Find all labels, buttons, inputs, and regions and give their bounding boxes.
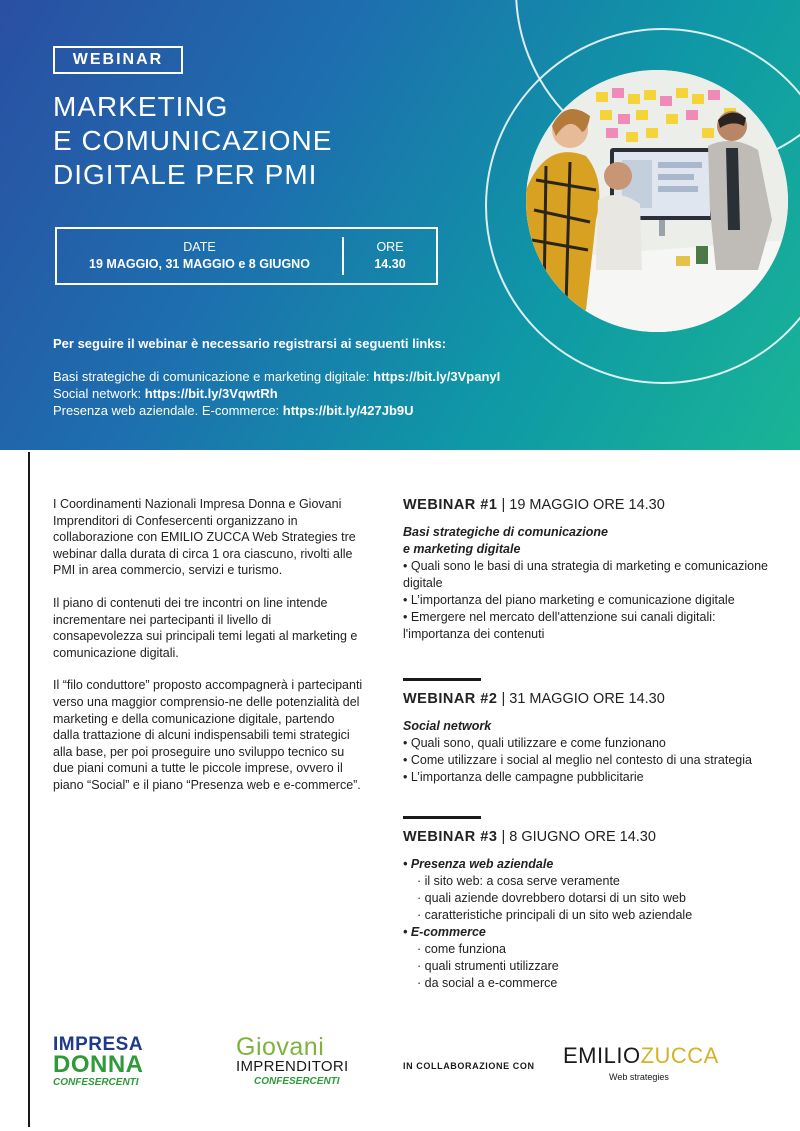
link-url[interactable]: https://bit.ly/3VqwtRh: [144, 386, 278, 401]
webinar-heading: [403, 691, 783, 708]
webinar-when: | 8 GIUGNO ORE 14.30: [497, 829, 656, 845]
webinar-heading: [403, 829, 783, 846]
logo-wordmark: [563, 1043, 723, 1069]
logo-subtitle: Web strategies: [609, 1072, 669, 1082]
webinar-when: | 31 MAGGIO ORE 14.30: [497, 691, 665, 707]
list-item: • Quali sono le basi di una strategia di marketing e comunicazione digitale: [403, 559, 768, 590]
time-value: 14.30: [374, 257, 406, 271]
list-item: • L’importanza del piano marketing e comunicazione digitale: [403, 593, 735, 607]
hero-banner: [0, 0, 800, 450]
link-label: Presenza web aziendale. E-commerce:: [53, 403, 283, 418]
link-row: [53, 385, 500, 402]
list-item: • Quali sono, quali utilizzare e come funzionano: [403, 736, 666, 750]
list-item: • Emergere nel mercato dell'attenzione sui canali digitali: l'importanza dei contenuti: [403, 610, 716, 641]
webinar-heading: [403, 497, 783, 514]
list-item: • Come utilizzare i social al meglio nel contesto di una strategia: [403, 753, 752, 767]
webinar-1-section: [403, 497, 783, 643]
webinar-subtitle: Social network: [403, 719, 492, 733]
dates-label: DATE: [183, 240, 216, 254]
list-item: · caratteristiche principali di un sito web aziendale: [417, 908, 693, 922]
dates-block: [57, 239, 342, 273]
logo-part: ZUCCA: [640, 1043, 719, 1068]
registration-links: [53, 368, 500, 419]
webinar-3-section: [403, 816, 783, 992]
webinar-tag: WEBINAR: [53, 46, 183, 74]
link-row: [53, 402, 500, 419]
intro-text: [53, 496, 363, 810]
logo-line: IMPRESA: [53, 1034, 144, 1055]
logo-line: CONFESERCENTI: [254, 1076, 340, 1087]
emilio-zucca-logo: [563, 1043, 723, 1085]
logo-line: DONNA: [53, 1051, 144, 1078]
title-line: E COMUNICAZIONE: [53, 125, 333, 156]
link-row: [53, 368, 500, 385]
logo-line: Giovani: [236, 1033, 325, 1061]
page-title: [53, 90, 483, 192]
link-url[interactable]: https://bit.ly/427Jb9U: [282, 403, 414, 418]
webinar-subtitle: Basi strategiche di comunicazione: [403, 525, 608, 539]
time-block: [344, 239, 436, 273]
collaboration-label: IN COLLABORAZIONE CON: [403, 1061, 535, 1071]
list-item: · quali strumenti utilizzare: [417, 959, 559, 973]
link-url[interactable]: https://bit.ly/3VpanyI: [373, 369, 501, 384]
list-item: · il sito web: a cosa serve veramente: [417, 874, 620, 888]
list-item: • L’importanza delle campagne pubblicitarie: [403, 770, 644, 784]
list-item: · come funziona: [417, 942, 506, 956]
left-vertical-rule: [28, 452, 30, 1127]
giovani-imprenditori-logo: [236, 1033, 366, 1089]
webinar-name: WEBINAR #3: [403, 829, 498, 845]
webinar-when: | 19 MAGGIO ORE 14.30: [497, 497, 665, 513]
title-line: MARKETING: [53, 91, 229, 122]
webinar-name: WEBINAR #1: [403, 497, 498, 513]
logo-line: IMPRENDITORI: [236, 1058, 349, 1075]
webinar-2-section: [403, 678, 783, 786]
section-rule: [403, 678, 481, 681]
webinar-subsection: • E-commerce: [403, 925, 486, 939]
link-label: Social network:: [53, 386, 145, 401]
webinar-name: WEBINAR #2: [403, 691, 498, 707]
time-label: ORE: [376, 240, 404, 254]
team-meeting-photo: [526, 70, 788, 332]
intro-paragraph: Il piano di contenuti dei tre incontri on line intende incrementare nei partecipanti il livello di consapevolezza sui principali temi legati al marketing e comunicazione digitali.: [53, 595, 358, 660]
link-label: Basi strategiche di comunicazione e marketing digitale:: [53, 369, 374, 384]
dates-value: 19 MAGGIO, 31 MAGGIO e 8 GIUGNO: [89, 257, 310, 271]
intro-paragraph: Il “filo conduttore” proposto accompagnerà i partecipanti verso una maggior comprensio-ne delle potenzialità del marketing e della comunicazione digitale, partendo dalla trattazione di alcuni indispensabili temi strategici alla base, per poi proseguire uno sviluppo tecnico su due piani comuni a tutte le piccole imprese, ovvero il piano “Social” e il piano “Presenza web e e-commerce”.: [53, 678, 363, 792]
webinar-subsection: • Presenza web aziendale: [403, 857, 554, 871]
logo-line: CONFESERCENTI: [53, 1077, 139, 1088]
registration-note: Per seguire il webinar è necessario registrarsi ai seguenti links:: [53, 336, 447, 351]
list-item: · quali aziende dovrebbero dotarsi di un sito web: [417, 891, 686, 905]
impresa-donna-logo: [53, 1036, 173, 1090]
date-time-box: [55, 227, 438, 285]
intro-paragraph: I Coordinamenti Nazionali Impresa Donna e Giovani Imprenditori di Confesercenti organizzano in collaborazione con EMILIO ZUCCA Web Strategies tre webinar dalla durata di circa 1 ora ciascuno, rivolti alle PMI in area commercio, servizi e turismo.: [53, 497, 356, 578]
list-item: · da social a e-commerce: [417, 976, 558, 990]
title-line: DIGITALE PER PMI: [53, 159, 318, 190]
webinar-subtitle: e marketing digitale: [403, 542, 521, 556]
logo-part: EMILIO: [563, 1043, 641, 1068]
section-rule: [403, 816, 481, 819]
